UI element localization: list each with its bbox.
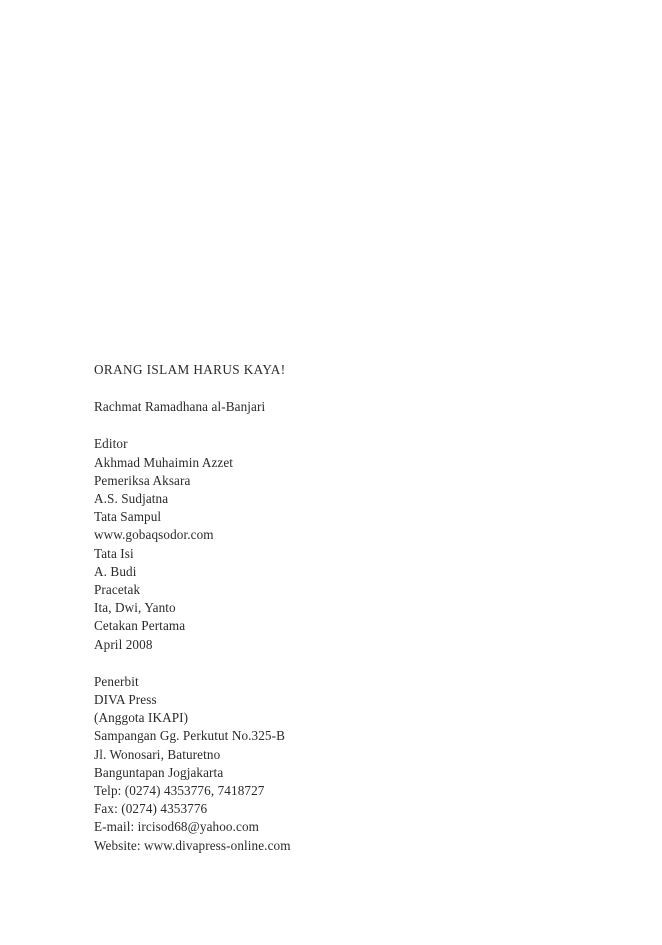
publisher-address-line-3: Banguntapan Jogjakarta xyxy=(94,764,224,780)
edition-label: Cetakan Pertama xyxy=(94,618,186,634)
proofreader-name: A.S. Sudjatna xyxy=(94,491,169,507)
publisher-phone: Telp: (0274) 4353776, 7418727 xyxy=(94,783,265,799)
colophon-block xyxy=(94,361,574,855)
publisher-address-line-2: Jl. Wonosari, Baturetno xyxy=(94,746,221,762)
publisher-name: DIVA Press xyxy=(94,692,157,708)
cover-design-label: Tata Sampul xyxy=(94,509,162,525)
proofreader-label: Pemeriksa Aksara xyxy=(94,472,191,488)
cover-design-name: www.gobaqsodor.com xyxy=(94,527,214,543)
edition-date: April 2008 xyxy=(94,636,153,652)
book-title: ORANG ISLAM HARUS KAYA! xyxy=(94,362,286,377)
publisher-fax: Fax: (0274) 4353776 xyxy=(94,801,208,817)
book-author: Rachmat Ramadhana al-Banjari xyxy=(94,399,266,415)
editor-name: Akhmad Muhaimin Azzet xyxy=(94,454,234,470)
publisher-label: Penerbit xyxy=(94,673,139,689)
spacer xyxy=(94,379,574,398)
layout-label: Tata Isi xyxy=(94,545,134,561)
editor-label: Editor xyxy=(94,436,128,452)
publisher-website: Website: www.divapress-online.com xyxy=(94,837,291,853)
prepress-label: Pracetak xyxy=(94,582,141,598)
publisher-email: E-mail: ircisod68@yahoo.com xyxy=(94,819,260,835)
publisher-membership: (Anggota IKAPI) xyxy=(94,710,189,726)
prepress-names: Ita, Dwi, Yanto xyxy=(94,600,176,616)
spacer xyxy=(94,654,574,673)
publisher-address-line-1: Sampangan Gg. Perkutut No.325-B xyxy=(94,728,286,744)
spacer xyxy=(94,416,574,435)
layout-name: A. Budi xyxy=(94,563,137,579)
